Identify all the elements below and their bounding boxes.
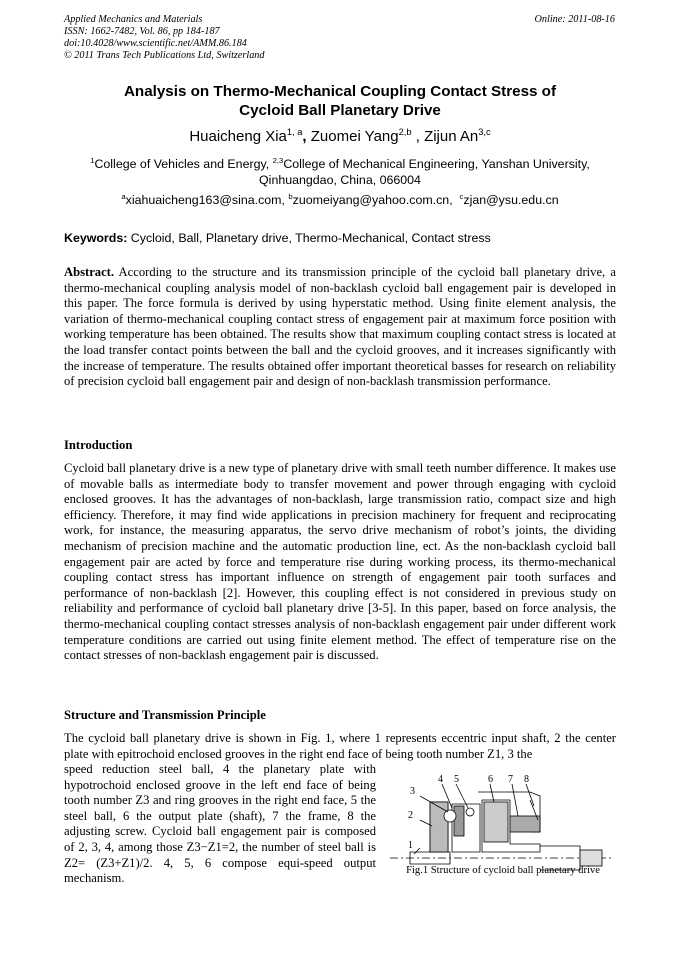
figure-label: 2 — [408, 810, 413, 821]
affiliation-line-1 — [64, 157, 616, 173]
frame-hatch — [510, 816, 540, 832]
author-1: Huaicheng Xia — [189, 128, 287, 145]
journal-name: Applied Mechanics and Materials — [64, 14, 203, 25]
figure-label: 1 — [408, 840, 413, 851]
email-marker-b: b — [288, 191, 293, 201]
introduction-heading: Introduction — [64, 438, 133, 452]
affil-text-1: College of Vehicles and Energy, — [94, 157, 273, 171]
email-b: zuomeiyang@yahoo.com.cn, — [292, 193, 460, 207]
figure-label: 7 — [508, 774, 513, 785]
author-2: Zuomei Yang — [310, 128, 399, 145]
author-1-marker: 1, a — [286, 127, 303, 137]
journal-copyright: © 2011 Trans Tech Publications Ltd, Switzerland — [64, 50, 265, 61]
figure-label: 3 — [410, 786, 415, 797]
figure-label: 6 — [488, 774, 493, 785]
abstract — [64, 265, 616, 390]
center-plate-hatch — [430, 802, 448, 852]
paper-title — [64, 82, 616, 120]
affil-marker-2: 2,3 — [272, 155, 284, 165]
author-3: Zijun An — [424, 128, 479, 145]
author-2-marker: 2,b — [398, 127, 412, 137]
structure-text-wrap: speed reduction steel ball, 4 the planetary plate with hypotrochoid enclosed groove in the left end face of being tooth number Z3 and ring grooves in the right end face, 5 the steel ball, 6 the output plate (shaft), 7 the frame, 8 the adjusting screw. Cycloid ball engagement pair is composed of 2, 3, 4, among those Z3−Z1=2, the number of steel ball is Z2= (Z3+Z1)/2. 4, 5, 6 compose equi-speed output mechanism. — [64, 762, 376, 886]
email-a: xiahuaicheng163@sina.com, — [125, 193, 289, 207]
online-date: Online: 2011-08-16 — [534, 14, 615, 25]
leader-1 — [414, 848, 420, 854]
leader-8 — [526, 784, 534, 806]
output-plate-hatch — [484, 802, 508, 842]
introduction-text: Cycloid ball planetary drive is a new type of planetary drive with small teeth number difference. It makes use of movable balls as intermediate body to transfer movement and power through engaging with cycloid enclosed grooves. It has the advantages of non-backlash, large transmission ratio, compact size and high efficiency. Therefore, it may find wide applications in precision machinery for frequent and reciprocating work, for instance, the measuring apparatus, the servo drive mechanism of robot’s joints, the dividing mechanism of precision machine and the automatic production line, ect. As the non-backlash cycloid ball engagement pair are acted by force and temperature rise during working process, its thermo-mechanical coupling contact stress has important influence on strength of engagement pair tooth surfaces and performance of non-backlash [2]. However, this coupling effect is not considered in previous study on reliability and performance of cycloid ball planetary drive [3-5]. In this paper, based on force analysis, the thermo-mechanical coupling contact stresses analysis of non-backlash engagement pair under different work temperature conditions are carried out using finite element method. The effect of temperature rise on the contact stresses of non-backlash engagement pair is discussed. — [64, 461, 616, 663]
leader-7 — [512, 784, 518, 816]
keywords-label: Keywords: — [64, 231, 128, 245]
keywords — [64, 231, 616, 246]
journal-doi: doi:10.4028/www.scientific.net/AMM.86.184 — [64, 38, 247, 49]
keywords-text: Cycloid, Ball, Planetary drive, Thermo-Mechanical, Contact stress — [127, 231, 491, 245]
reduction-ball — [444, 810, 456, 822]
email-marker-c: c — [459, 191, 464, 201]
structure-text: The cycloid ball planetary drive is shown in Fig. 1, where 1 represents eccentric input shaft, 2 the center plate with epitrochoid enclosed grooves in the right end face of being tooth number Z1, 3 the — [64, 731, 616, 761]
author-list — [64, 128, 616, 146]
author-separator: , — [411, 128, 425, 145]
figure-label: 4 — [438, 774, 443, 785]
planetary-plate-hatch — [454, 806, 464, 836]
leader-6 — [490, 784, 494, 802]
figure-1-caption: Fig.1 Structure of cycloid ball planetary drive — [406, 865, 600, 876]
affiliation-line-2: Qinhuangdao, China, 066004 — [259, 172, 421, 187]
shaft-end — [580, 850, 602, 866]
figure-label: 5 — [454, 774, 459, 785]
journal-header — [64, 14, 264, 62]
journal-issn: ISSN: 1662-7482, Vol. 86, pp 184-187 — [64, 26, 220, 37]
affil-marker-1: 1 — [90, 155, 95, 165]
email-c: zjan@ysu.edu.cn — [463, 193, 559, 207]
figure-label: 8 — [524, 774, 529, 785]
affiliation — [64, 157, 616, 188]
abstract-text: According to the structure and its transmission principle of the cycloid ball planetary drive, a thermo-mechanical coupling analysis model of non-backlash cycloid ball engagement pair is developed in this paper. The force formula is derived by using hyperstatic method. Using finite element analysis, the variation of thermo-mechanical coupling contact stress of engagement pair at maximum force position with working temperature has been obtained. The results show that maximum coupling contact stress is located at the load transfer contact points between the ball and the cycloid grooves, and it increases significantly with the increase of temperature. The results obtained offer important theoretical basses for research on reliability of precision cycloid ball engagement pair and design of non-backlash transmission performance. — [64, 265, 616, 389]
author-3-marker: 3,c — [478, 127, 491, 137]
email-marker-a: a — [121, 191, 126, 201]
steel-ball — [466, 808, 474, 816]
abstract-label: Abstract. — [64, 265, 115, 279]
affil-text-2: College of Mechanical Engineering, Yanshan University, — [283, 157, 590, 171]
leader-5 — [456, 784, 468, 808]
author-emails — [64, 193, 616, 208]
author-separator: , — [302, 128, 311, 145]
structure-heading: Structure and Transmission Principle — [64, 708, 266, 722]
title-line-1: Analysis on Thermo-Mechanical Coupling Contact Stress of — [123, 83, 557, 100]
title-line-2: Cycloid Ball Planetary Drive — [239, 102, 441, 119]
